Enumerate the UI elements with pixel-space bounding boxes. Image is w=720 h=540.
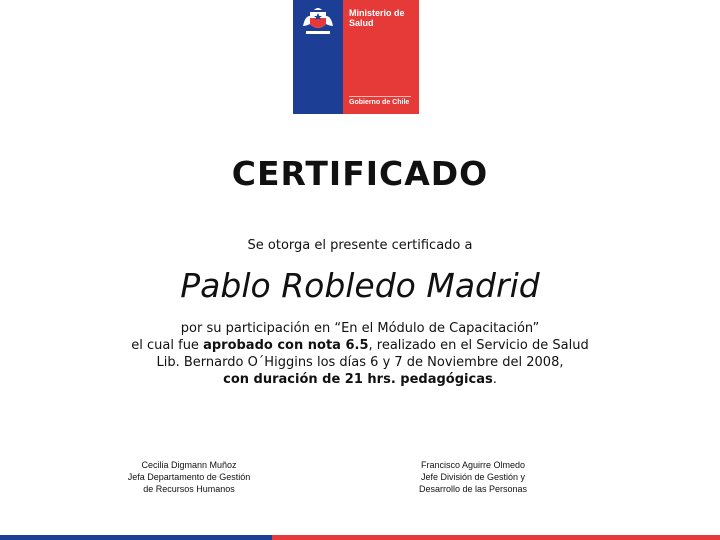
body-line-4-end: . — [492, 372, 497, 387]
signatory-name: Francisco Aguirre Olmedo — [420, 460, 526, 470]
ministry-name — [349, 8, 415, 28]
certificate-body — [0, 320, 720, 388]
footer-bar-red — [272, 535, 720, 540]
signatory-right — [373, 459, 573, 495]
body-line-4 — [0, 371, 720, 388]
logo-divider — [349, 96, 411, 97]
recipient-name: Pablo Robledo Madrid — [180, 266, 540, 305]
logo-blue-panel — [293, 0, 343, 114]
signatory-role: de Recursos Humanos — [143, 484, 235, 494]
ministry-logo — [293, 0, 419, 114]
ministry-line-1: Ministerio de — [349, 8, 405, 18]
ministry-line-2: Salud — [349, 18, 374, 28]
signatory-left — [89, 459, 289, 495]
grant-text: Se otorga el presente certificado a — [247, 238, 473, 253]
government-label: Gobierno de Chile — [349, 99, 410, 106]
signatory-role: Jefe División de Gestión y — [420, 472, 526, 482]
coat-of-arms-icon — [297, 4, 339, 40]
certificate-title: CERTIFICADO — [231, 154, 489, 193]
duration-text: con duración de 21 hrs. pedagógicas — [223, 372, 493, 387]
body-line-1: por su participación en “En el Módulo de Capacitación” — [180, 321, 540, 336]
body-line-3: Lib. Bernardo O´Higgins los días 6 y 7 de Noviembre del 2008, — [156, 355, 564, 370]
signatory-name: Cecilia Digmann Muñoz — [141, 460, 237, 470]
signatory-role: Jefa Departamento de Gestión — [127, 472, 251, 482]
body-line-2-start: el cual fue — [131, 338, 204, 353]
signatory-role: Desarrollo de las Personas — [418, 484, 528, 494]
body-line-2-end: , realizado en el Servicio de Salud — [368, 338, 589, 353]
grade-text: aprobado con nota 6.5 — [203, 338, 369, 353]
body-line-2 — [0, 337, 720, 354]
footer-bar-blue — [0, 535, 272, 540]
